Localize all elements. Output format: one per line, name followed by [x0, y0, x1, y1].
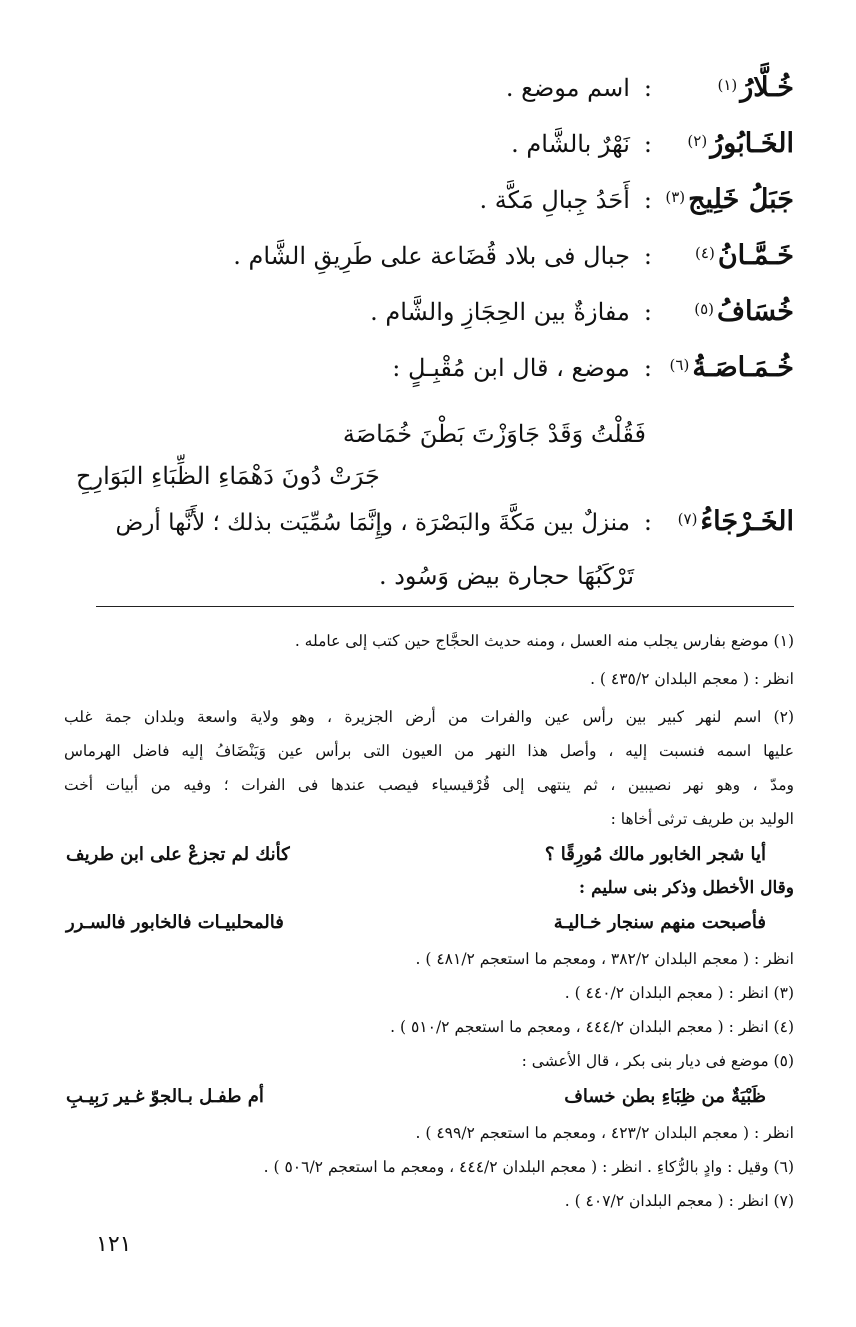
verse-line-1: فَقُلْتُ وَقَدْ جَاوَزْتَ بَطْنَ خُمَاصَة — [342, 420, 646, 448]
entry-colon: : — [643, 186, 652, 214]
entry-colon: : — [643, 354, 652, 382]
verse-hemistich: فأصبحت منهم سنجار خـاليـة — [553, 912, 766, 933]
entry-definition: اسم موضع . — [505, 74, 630, 102]
footnote-5-line: (٥) موضع فى ديار بنى بكر ، قال الأعشى : — [521, 1052, 794, 1070]
entry-term: الخَـابُورُ(٢) — [687, 128, 794, 159]
entries-list — [64, 72, 794, 408]
entry-7-continuation: تَرْكَبُهَا حجارة بيض وَسُود . — [378, 562, 634, 590]
verse-line-2: جَرَتْ دُونَ دَهْمَاءِ الظِّبَاءِ البَوَارِحِ — [76, 462, 380, 490]
verse-hemistich: ظَبْيَةٌ من ظِبَاءِ بطن خساف — [564, 1086, 766, 1107]
entry-term: خُـمَـاصَـةُ(٦) — [669, 352, 794, 383]
entry-4 — [64, 240, 794, 296]
entry-colon: : — [643, 74, 652, 102]
footnote-2-line: (٢) اسم لنهر كبير بين رأس عين والفرات من أرض الجزيرة ، وهو ولاية واسعة وبلدان جمة غلب — [64, 708, 794, 726]
entry-term: خُـلَّارُ(١) — [717, 72, 794, 103]
entry-definition: مفازةٌ بين الحِجَازِ والشَّام . — [370, 298, 630, 326]
entry-term: جَبَلُ خَلِيج(٣) — [665, 184, 794, 215]
footnote-1-line: انظر : ( معجم البلدان ٤٣٥/٢ ) . — [590, 670, 794, 688]
verse-hemistich: فالمحلبيـات فالخابور فالسـرر — [66, 912, 284, 933]
verse-hemistich: أيا شجر الخابور مالك مُورِقًا ؟ — [544, 844, 766, 865]
footnote-6: (٦) وقيل : وادٍ بالرُّكاءِ . انظر : ( معجم البلدان ٤٤٤/٢ ، ومعجم ما استعجم ٥٠٦/٢ ) . — [263, 1158, 794, 1176]
footnote-2-line: الوليد بن طريف ترثى أخاها : — [610, 810, 794, 828]
footnote-7: (٧) انظر : ( معجم البلدان ٤٠٧/٢ ) . — [564, 1192, 794, 1210]
entry-colon: : — [643, 298, 652, 326]
footnote-2-verse — [66, 912, 766, 933]
entry-7 — [64, 506, 794, 537]
entry-definition: منزلٌ بين مَكَّةَ والبَصْرَة ، وإِنَّمَا سُمِّيَت بذلك ؛ لأَنَّها أرض — [115, 510, 630, 536]
entry-colon: : — [643, 242, 652, 270]
footnote-3: (٣) انظر : ( معجم البلدان ٤٤٠/٢ ) . — [564, 984, 794, 1002]
entry-term: خَـمَّـانُ(٤) — [695, 240, 794, 271]
entry-term: الخَـرْجَاءُ(٧) — [677, 506, 794, 537]
footnote-2-line: عليها اسمه فنسبت إليه ، وأصل هذا النهر من العيون التى برأس عين وَيَنْضَافُ إليه فاضل الهرماس — [64, 742, 794, 760]
verse-hemistich: أم طفـل بـالجوّ غـير رَبِيـبِ — [66, 1086, 264, 1107]
footnote-divider — [96, 606, 794, 607]
entry-definition: موضع ، قال ابن مُقْبِـلٍ : — [392, 354, 630, 382]
entry-definition: جبال فى بلاد قُضَاعة على طَرِيقِ الشَّام . — [233, 242, 630, 270]
footnote-2-line: وقال الأخطل وذكر بنى سليم : — [578, 878, 794, 898]
footnote-5-verse — [66, 1086, 766, 1107]
footnote-2-line: انظر : ( معجم البلدان ٣٨٢/٢ ، ومعجم ما استعجم ٤٨١/٢ ) . — [415, 950, 794, 968]
footnote-1-line: (١) موضع بفارس يجلب منه العسل ، ومنه حديث الحجَّاج حين كتب إلى عامله . — [294, 632, 794, 650]
entry-5 — [64, 296, 794, 352]
footnote-2-verse — [66, 844, 766, 865]
verse-hemistich: كأنك لم تجزعْ على ابن طريف — [66, 844, 290, 865]
entry-2 — [64, 128, 794, 184]
entry-3 — [64, 184, 794, 240]
entry-6 — [64, 352, 794, 408]
page-number: ١٢١ — [96, 1232, 132, 1257]
entry-colon: : — [643, 508, 652, 536]
entry-colon: : — [643, 130, 652, 158]
entry-definition: نَهْرٌ بالشَّام . — [511, 130, 630, 158]
footnote-5-line: انظر : ( معجم البلدان ٤٢٣/٢ ، ومعجم ما استعجم ٤٩٩/٢ ) . — [415, 1124, 794, 1142]
footnote-2-line: ومدّ ، وهو نهر نصيبين ، ثم ينتهى إلى قُرْقيسياء فيصب عندها فى الفرات ؛ وفيه من أبيات أخت — [64, 776, 794, 794]
entry-1 — [64, 72, 794, 128]
footnote-4: (٤) انظر : ( معجم البلدان ٤٤٤/٢ ، ومعجم ما استعجم ٥١٠/٢ ) . — [390, 1018, 794, 1036]
entry-term: خُسَافُ(٥) — [694, 296, 794, 327]
entry-definition: أَحَدُ جِبالِ مَكَّة . — [479, 186, 630, 214]
